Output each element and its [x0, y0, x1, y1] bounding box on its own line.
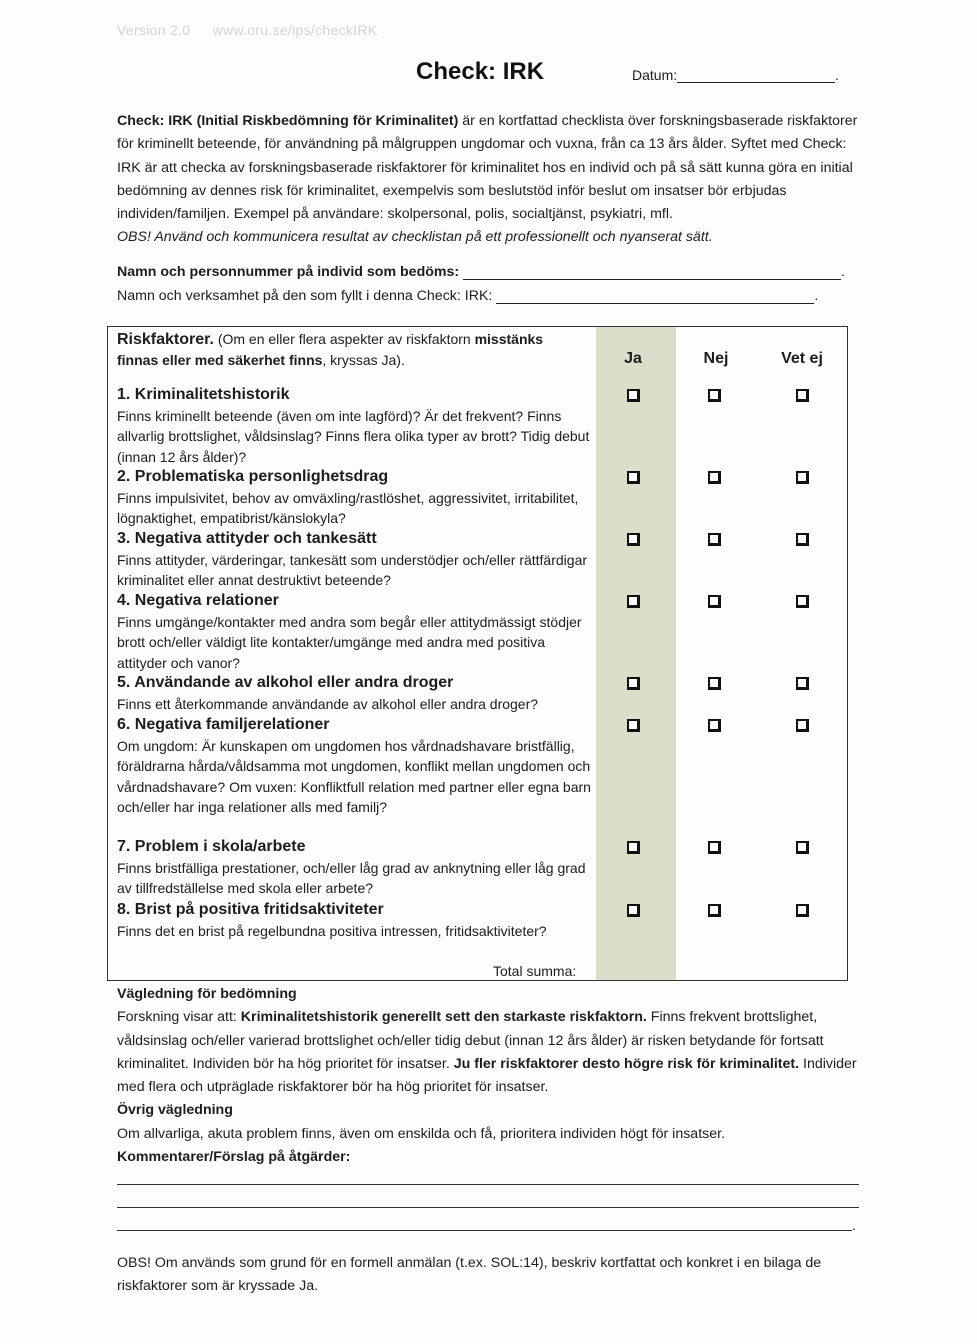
comments-heading: Kommentarer/Förslag på åtgärder:: [117, 1149, 351, 1166]
risk-item-title: 5. Användande av alkohol eller andra droger: [117, 674, 454, 691]
comment-line-3[interactable]: [117, 1230, 852, 1231]
checkbox-no-1[interactable]: [708, 389, 721, 402]
risk-item-text: Finns impulsivitet, behov av omväxling/rastlöshet, aggressivitet, irritabilitet, lögnaktighet, empatibrist/känslokyla?: [117, 490, 579, 527]
risk-item-4: [117, 590, 592, 673]
col-no: Nej: [703, 350, 729, 367]
total-sum-label: Total summa:: [493, 963, 577, 979]
comment-line-2[interactable]: [117, 1207, 859, 1208]
person-input-line[interactable]: [463, 265, 841, 280]
checkbox-no-4[interactable]: [708, 595, 721, 608]
intro-lead: Check: IRK (Initial Riskbedömning för Kriminalitet): [117, 113, 459, 129]
checkbox-unknown-7[interactable]: [796, 841, 809, 854]
risk-item-2: [117, 466, 592, 529]
intro-text: är en kortfattad checklista över forskningsbaserade riskfaktorer för kriminellt beteende, för användning på målgruppen ungdomar och vuxna, från ca 13 års ålder. Syftet med Check: IRK är att checka av forskningsbaserade riskfaktorer för kriminalitet hos en individ och på så sätt kunna göra en initial bedömning av dennes risk för kriminalitet, exempelvis som beslutstöd inför beslut om insatser bör erbjudas individen/familjen. Exempel på användare: skolpersonal, polis, socialtjänst, psykiatri, mfl.: [117, 113, 858, 223]
version-label: Version 2.0: [117, 22, 191, 38]
risk-item-title: 7. Problem i skola/arbete: [117, 838, 306, 855]
risk-item-1: [117, 384, 592, 467]
footer-note: OBS! Om används som grund för en formell anmälan (t.ex. SOL:14), beskriv kortfattat och konkret i en bilaga de riskfaktorer som är kryssade Ja.: [117, 1255, 822, 1295]
intro-paragraph: [117, 110, 869, 250]
risk-item-3: [117, 528, 592, 591]
checkbox-no-5[interactable]: [708, 677, 721, 690]
risk-item-5: [117, 672, 592, 714]
other-guidance-heading: Övrig vägledning: [117, 1102, 233, 1119]
guidance-section: [117, 983, 867, 1169]
person-label: Namn och personnummer på individ som bedöms:: [117, 264, 460, 280]
checkbox-yes-4[interactable]: [627, 595, 640, 608]
date-field: [632, 67, 839, 83]
checkbox-no-6[interactable]: [708, 719, 721, 732]
col-unknown: Vet ej: [781, 350, 823, 367]
risk-item-text: Finns det en brist på regelbundna positiva intressen, fritidsaktiviteter?: [117, 923, 547, 939]
risk-item-text: Finns bristfälliga prestationer, och/eller låg grad av anknytning eller låg grad av tillfredställelse med skola eller arbete?: [117, 860, 586, 897]
other-guidance-text: Om allvarliga, akuta problem finns, även om enskilda och få, prioritera individen högt för insatser.: [117, 1125, 726, 1142]
risk-item-title: 1. Kriminalitetshistorik: [117, 386, 290, 403]
checkbox-unknown-5[interactable]: [796, 677, 809, 690]
col-yes: Ja: [624, 350, 642, 367]
version-header: [117, 22, 395, 38]
table-header-bold: misstänks finnas eller med säkerhet finns: [117, 331, 544, 368]
checkbox-yes-3[interactable]: [627, 533, 640, 546]
date-label: Datum:: [632, 67, 678, 83]
date-end: .: [835, 67, 840, 83]
risk-item-title: 2. Problematiska personlighetsdrag: [117, 468, 389, 485]
page-title: Check: IRK: [416, 58, 545, 85]
risk-item-title: 6. Negativa familjerelationer: [117, 716, 330, 733]
risk-item-text: Finns ett återkommande användande av alkohol eller andra droger?: [117, 696, 539, 712]
risk-item-text: Finns kriminellt beteende (även om inte lagförd)? Är det frekvent? Finns allvarlig brottslighet, våldsinslag? Finns flera olika typer av brott? Tidig debut (innan 12 års ålder)?: [117, 408, 590, 465]
comments-end: .: [852, 1217, 856, 1233]
checkbox-no-8[interactable]: [708, 904, 721, 917]
table-header-text: (Om en eller flera aspekter av riskfaktorn: [213, 331, 475, 347]
risk-item-8: [117, 899, 592, 941]
guidance-text-e: Individer med flera och utpräglade riskfaktorer bör ha hög prioritet för insatser.: [117, 1055, 857, 1096]
guidance-bold-d: Ju fler riskfaktorer desto högre risk för kriminalitet.: [453, 1055, 800, 1072]
checkbox-unknown-6[interactable]: [796, 719, 809, 732]
assessor-input-line[interactable]: [496, 289, 814, 304]
risk-item-6: [117, 714, 592, 817]
checkbox-unknown-3[interactable]: [796, 533, 809, 546]
risk-item-7: [117, 836, 592, 899]
checkbox-yes-2[interactable]: [627, 471, 640, 484]
person-end: .: [841, 264, 846, 280]
checkbox-no-2[interactable]: [708, 471, 721, 484]
checkbox-unknown-2[interactable]: [796, 471, 809, 484]
assessor-end: .: [814, 288, 819, 304]
guidance-text-c: Finns frekvent brottslighet, våldsinslag och/eller varierad brottslighet och/eller tidig debut (innan 12 års ålder) är risken betydande för fortsatt kriminalitet. Individen bör ha hög prioritet för insatser.: [117, 1009, 824, 1072]
person-field: [117, 264, 845, 280]
table-header: [117, 329, 587, 370]
guidance-heading: Vägledning för bedömning: [117, 986, 297, 1002]
risk-item-text: Om ungdom: Är kunskapen om ungdomen hos vårdnadshavare bristfällig, föräldrarna hårda/våldsamma mot ungdomen, konflikt mellan ungdomen och vårdnadshavare? Om vuxen: Konfliktfull relation med partner eller egna barn och/eller har inga relationer alls med familj?: [117, 738, 591, 815]
risk-item-title: 4. Negativa relationer: [117, 592, 279, 609]
version-url: www.oru.se/ips/checkIRK: [212, 22, 378, 38]
risk-item-title: 3. Negativa attityder och tankesätt: [117, 530, 377, 547]
assessor-label: Namn och verksamhet på den som fyllt i denna Check: IRK:: [117, 288, 493, 304]
date-input-line[interactable]: [677, 68, 835, 83]
guidance-bold-b: Kriminalitetshistorik generellt sett den starkaste riskfaktorn.: [240, 1009, 647, 1026]
risk-item-title: 8. Brist på positiva fritidsaktiviteter: [117, 901, 384, 918]
guidance-text-a: Forskning visar att:: [117, 1009, 241, 1026]
table-header-title: Riskfaktorer.: [117, 331, 214, 348]
checkbox-yes-5[interactable]: [627, 677, 640, 690]
risk-item-text: Finns attityder, värderingar, tankesätt som understödjer och/eller rättfärdigar kriminalitet eller annat destruktivt beteende?: [117, 552, 588, 589]
table-header-text2: , kryssas Ja).: [322, 352, 405, 368]
checkbox-no-3[interactable]: [708, 533, 721, 546]
checkbox-yes-1[interactable]: [627, 389, 640, 402]
assessor-field: [117, 288, 818, 304]
checkbox-yes-8[interactable]: [627, 904, 640, 917]
comment-line-1[interactable]: [117, 1184, 859, 1185]
checkbox-unknown-8[interactable]: [796, 904, 809, 917]
checkbox-unknown-1[interactable]: [796, 389, 809, 402]
checkbox-yes-7[interactable]: [627, 841, 640, 854]
checkbox-yes-6[interactable]: [627, 719, 640, 732]
risk-item-text: Finns umgänge/kontakter med andra som begår eller attitydmässigt stödjer brott och/eller väldigt lite kontakter/umgänge med andra med positiva attityder och vanor?: [117, 614, 582, 671]
intro-obs: OBS! Använd och kommunicera resultat av checklistan på ett professionellt och nyanserat sätt.: [117, 229, 713, 246]
checkbox-no-7[interactable]: [708, 841, 721, 854]
checkbox-unknown-4[interactable]: [796, 595, 809, 608]
